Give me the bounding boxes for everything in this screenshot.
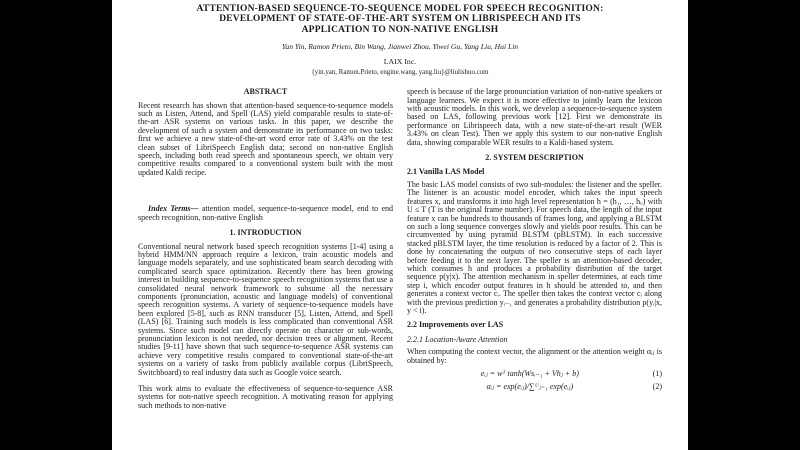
equation-1-formula: eᵢⱼ = wᵀ tanh(Wsᵢ₋₁ + Vhⱼ + b) <box>480 369 579 378</box>
paper-header <box>138 4 662 76</box>
title-line-1: ATTENTION-BASED SEQUENCE-TO-SEQUENCE MODEL FOR SPEECH RECOGNITION: <box>196 4 604 14</box>
system-description-heading: 2. SYSTEM DESCRIPTION <box>485 153 584 163</box>
title-line-2: DEVELOPMENT OF STATE-OF-THE-ART SYSTEM ON LIBRISPEECH AND ITS <box>219 14 581 25</box>
vanilla-las-heading: 2.1 Vanilla LAS Model <box>407 167 485 177</box>
equation-2-formula: αᵢⱼ = exp(eᵢⱼ)/∑ᵁⱼ₌₁ exp(eᵢⱼ) <box>486 382 574 392</box>
abstract-heading: ABSTRACT <box>243 87 288 97</box>
affiliation: LAIX Inc. <box>383 57 417 67</box>
index-terms-label: Index Terms— <box>148 204 199 214</box>
introduction-paragraph-1: Conventional neural network based speech recognition systems [1-4] using a hybrid HMM/NN approach require a lexicon, train acoustic models and language models separately, and use sophisticated beam search decoding with complicated search space optimization. Recently there has been growing interest in building sequence-to-sequence speech recognition systems that use a consolidated neural network framework to subsume all the necessary components (pronunciation, acoustic and language models) of conventional speech recognition systems. A variety of sequence-to-sequence models have been explored [5-8], such as RNN transducer [5], Listen, Attend, and Spell (LAS) [6]. Training such models is less complicated than conventional ASR systems. Since such model can directly operate on character or sub-words, pronunciation lexicon is not needed, nor decision trees or alignment. Recent studies [9-11] have shown that such sequence-to-sequence ASR systems can achieve very competitive results compared to conventional state-of-the-art systems on a variety of tasks from publicly available corpus (LibriSpeech, Switchboard) to real industry data such as Google voice search. <box>138 241 393 377</box>
two-column-body <box>138 88 662 410</box>
index-terms-text: attention model, sequence-to-sequence model, end to end speech recognition, non-native English <box>138 204 393 222</box>
vanilla-las-text: The basic LAS model consists of two sub-modules: the listener and the speller. The listener is an acoustic model encoder, which takes the input speech features x, and transforms it into high level representation h = (h₁, …, hᵤ) with U ≤ T (T is the original frame number). For speech data, the length of the input feature x can be hundreds to thousands of frames long, and applying a BLSTM on such a long sequence converges slowly and yields poor results. This can be circumvented by using pyramid BLSTM (pBLSTM). In each successive stacked pBLSTM layer, the time resolution is reduced by a factor of 2. This is done by concatenating the outputs of two consecutive steps of each layer before feeding it to the next layer. The speller is an attention-based decoder, which consumes h and produces a probability distribution of the target sequence p(y|x). The attention mechanism in speller determines, at each time step i, which encoder output features in h should be attended to, and then generates a context vector cᵢ. The speller then takes the context vector cᵢ along with the previous prediction yᵢ₋₁ and generates a probability distribution p(yᵢ|x, y < i). <box>407 179 662 315</box>
introduction-heading: 1. INTRODUCTION <box>229 228 302 238</box>
equation-1 <box>407 370 662 378</box>
paper-title <box>138 4 662 35</box>
introduction-paragraph-2-continued: speech is because of the large pronunciation variation of non-native speakers or language learners. We expect it is more effective to jointly learn the lexicon with acoustic models. In this work, we develop a sequence-to-sequence system based on LAS, following previous work [12]. First we demonstrate its performance on Librispeech data, with a new state-of-the-art result (WER 3.43% on clean Test). Then we apply this system to our non-native English data, showing comparable WER results to a Kaldi-based system. <box>407 87 662 147</box>
improvements-heading: 2.2 Improvements over LAS <box>407 320 504 330</box>
left-column <box>138 88 393 410</box>
author-emails: {yin.yan, Ramon.Prieto, engine.wang, yang.liu}@liulishuo.com <box>311 69 489 77</box>
abstract-text: Recent research has shown that attention-based sequence-to-sequence models such as Listen, Attend, and Spell (LAS) yield comparable results to state-of-the-art ASR systems on various tasks. In this paper, we describe the development of such a system and demonstrate its performance on two tasks: first we achieve a new state-of-the-art word error rate of 3.43% on the test clean subset of LibriSpeech English data; second on non-native English speech, including both read speech and spontaneous speech, we obtain very competitive results compared to a conventional system built with the most updated Kaldi recipe. <box>138 100 393 177</box>
equation-2-number: (2) <box>652 382 662 392</box>
equation-1-number: (1) <box>652 369 662 378</box>
equation-2 <box>407 383 662 391</box>
location-aware-text: When computing the context vector, the alignment or the attention weight αᵢⱼ is obtained by: <box>407 347 662 365</box>
index-terms <box>138 205 393 222</box>
location-aware-heading: 2.2.1 Location-Aware Attention <box>407 334 508 344</box>
paper-page <box>112 0 688 450</box>
title-line-3: APPLICATION TO NON-NATIVE ENGLISH <box>301 24 499 35</box>
introduction-paragraph-2: This work aims to evaluate the effectiveness of sequence-to-sequence ASR systems for non-native speech recognition. A motivating reason for applying such methods to non-native <box>138 384 393 410</box>
right-column <box>407 88 662 410</box>
authors-line: Yan Yin, Ramon Prieto, Bin Wang, Jianwei Zhou, Yiwei Gu, Yang Liu, Hui Lin <box>281 42 519 52</box>
